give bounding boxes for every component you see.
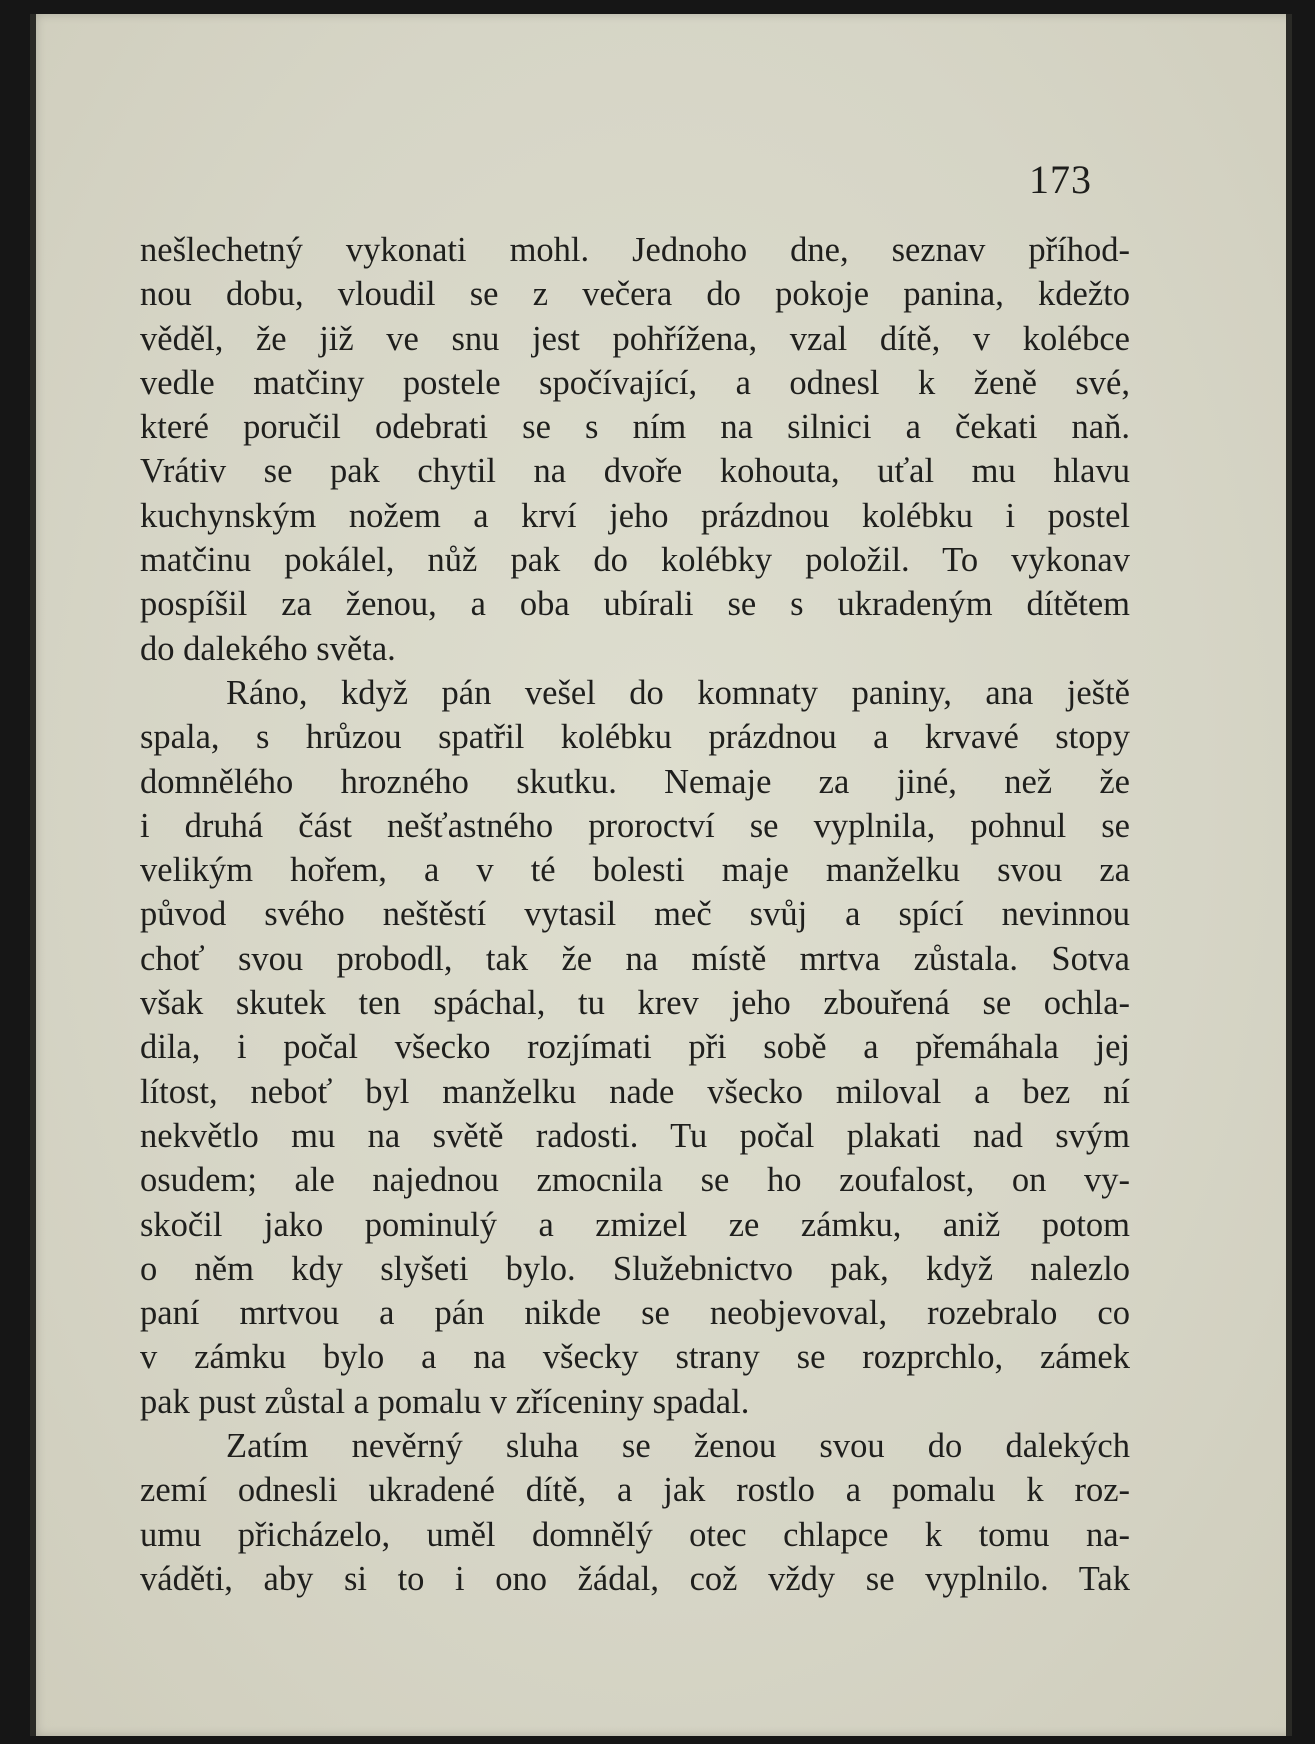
text-line: Zatím nevěrný sluha se ženou svou do dalekých — [226, 1427, 1130, 1466]
text-line: kuchynským nožem a krví jeho prázdnou kolébku i postel — [140, 496, 1130, 535]
text-line: i druhá část nešťastného proroctví se vyplnila, pohnul se — [140, 806, 1130, 845]
text-line: které poručil odebrati se s ním na silnici a čekati naň. — [140, 408, 1130, 447]
text-line: paní mrtvou a pán nikde se neobjevoval, rozebralo co — [140, 1294, 1130, 1333]
text-line: vedle matčiny postele spočívající, a odnesl k ženě své, — [140, 363, 1130, 402]
text-line: však skutek ten spáchal, tu krev jeho zbouřená se ochla- — [140, 984, 1130, 1023]
text-line: nou dobu, vloudil se z večera do pokoje panina, kdežto — [140, 275, 1130, 314]
page-right-edge — [1286, 14, 1292, 1736]
text-line: o něm kdy slyšeti bylo. Služebnictvo pak, když nalezlo — [140, 1249, 1130, 1288]
text-line: lítost, neboť byl manželku nade všecko miloval a bez ní — [140, 1072, 1130, 1111]
text-line: velikým hořem, a v té bolesti maje manželku svou za — [140, 851, 1130, 890]
text-line: nešlechetný vykonati mohl. Jednoho dne, seznav příhod- — [140, 231, 1130, 269]
text-line: v zámku bylo a na všecky strany se rozprchlo, zámek — [140, 1338, 1130, 1377]
paragraph — [140, 228, 1130, 671]
text-line: zemí odnesli ukradené dítě, a jak rostlo a pomalu k roz- — [140, 1471, 1130, 1510]
text-line: Vrátiv se pak chytil na dvoře kohouta, uťal mu hlavu — [140, 452, 1130, 491]
page-left-edge — [30, 14, 36, 1736]
book-page — [30, 14, 1292, 1736]
text-line: dila, i počal všecko rozjímati při sobě a přemáhala jej — [140, 1028, 1130, 1067]
text-line: do dalekého světa. — [140, 629, 396, 668]
text-line: skočil jako pominulý a zmizel ze zámku, aniž potom — [140, 1205, 1130, 1244]
text-line: Ráno, když pán vešel do komnaty paniny, ana ještě — [226, 673, 1130, 712]
text-line: nekvětlo mu na světě radosti. Tu počal plakati nad svým — [140, 1116, 1130, 1155]
body-text — [140, 228, 1130, 1601]
text-line: spala, s hrůzou spatřil kolébku prázdnou a krvavé stopy — [140, 718, 1130, 757]
text-line: umu přicházelo, uměl domnělý otec chlapce k tomu na- — [140, 1515, 1130, 1554]
paragraph — [140, 671, 1130, 1424]
paragraph — [140, 1424, 1130, 1601]
text-line: matčinu pokálel, nůž pak do kolébky položil. To vykonav — [140, 541, 1130, 580]
text-line: osudem; ale najednou zmocnila se ho zoufalost, on vy- — [140, 1161, 1130, 1200]
page-number: 173 — [1029, 157, 1092, 202]
text-line: choť svou probodl, tak že na místě mrtva zůstala. Sotva — [140, 939, 1130, 978]
text-line: původ svého neštěstí vytasil meč svůj a spící nevinnou — [140, 895, 1130, 934]
text-line: pak pust zůstal a pomalu v zříceniny spadal. — [140, 1382, 750, 1421]
text-line: domnělého hrozného skutku. Nemaje za jiné, než že — [140, 762, 1130, 801]
text-line: pospíšil za ženou, a oba ubírali se s ukradeným dítětem — [140, 585, 1130, 624]
text-line: věděl, že již ve snu jest pohřížena, vzal dítě, v kolébce — [140, 319, 1130, 358]
text-line: váděti, aby si to i ono žádal, což vždy se vyplnilo. Tak — [140, 1559, 1130, 1598]
